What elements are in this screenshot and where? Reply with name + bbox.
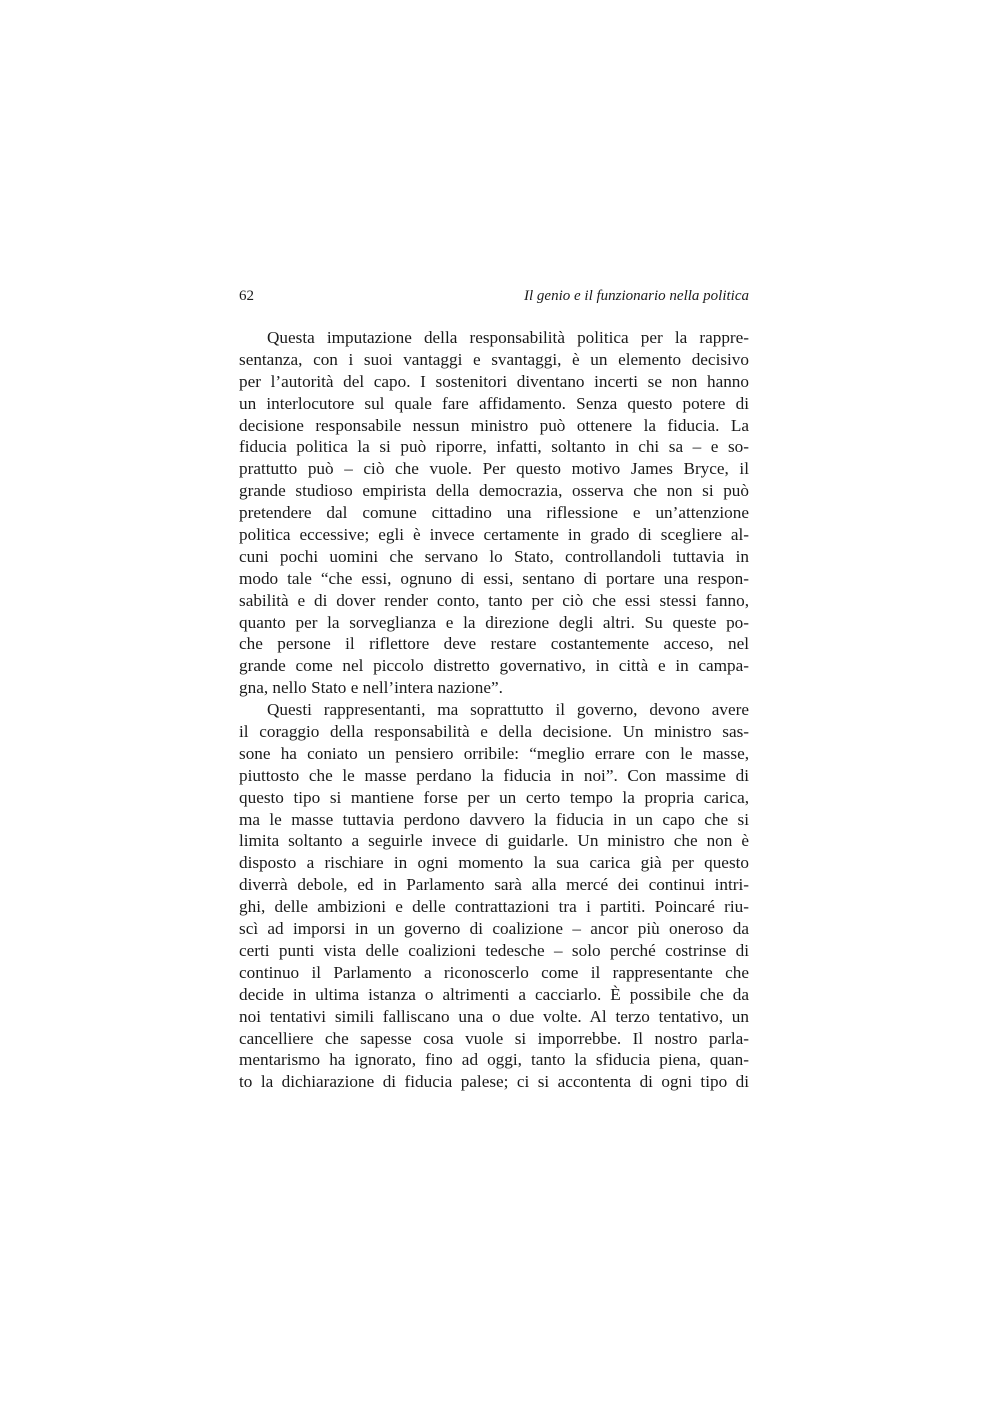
text-line: Questi rappresentanti, ma soprattutto il governo, devono avere (267, 700, 749, 720)
text-line: fiducia politica la si può riporre, infatti, soltanto in chi sa – e so- (239, 437, 749, 457)
text-line: che persone il riflettore deve restare costantemente acceso, nel (239, 634, 749, 654)
text-line: ghi, delle ambizioni e delle contrattazioni tra i partiti. Poincaré riu- (239, 897, 749, 917)
text-line: gna, nello Stato e nell’intera nazione”. (239, 678, 503, 698)
page-header (239, 288, 749, 310)
running-title: Il genio e il funzionario nella politica (524, 288, 749, 304)
text-line: grande studioso empirista della democrazia, osserva che non si può (239, 481, 749, 501)
text-line: piuttosto che le masse perdano la fiducia in noi”. Con massime di (239, 765, 749, 785)
text-line: Questa imputazione della responsabilità politica per la rappre- (267, 328, 749, 347)
text-line: il coraggio della responsabilità e della decisione. Un ministro sas- (239, 722, 749, 742)
text-line: certi punti vista delle coalizioni tedesche – solo perché costrinse di (239, 940, 749, 960)
paragraph-2 (239, 699, 749, 1093)
text-line: diverrà debole, ed in Parlamento sarà alla mercé dei continui intri- (239, 875, 749, 895)
text-line: per l’autorità del capo. I sostenitori diventano incerti se non hanno (239, 371, 749, 391)
text-line: quanto per la sorveglianza e la direzione degli altri. Su queste po- (239, 612, 749, 632)
text-line: to la dichiarazione di fiducia palese; ci si accontenta di ogni tipo di (239, 1072, 749, 1092)
text-line: sentanza, con i suoi vantaggi e svantaggi, è un elemento decisivo (239, 349, 749, 369)
text-line: politica eccessive; egli è invece certamente in grado di scegliere al- (239, 525, 749, 545)
text-line: continuo il Parlamento a riconoscerlo come il rappresentante che (239, 962, 749, 982)
body-text (239, 327, 749, 1093)
text-line: questo tipo si mantiene forse per un certo tempo la propria carica, (239, 787, 749, 807)
text-line: modo tale “che essi, ognuno di essi, sentano di portare una respon- (239, 568, 749, 588)
text-line: limita soltanto a seguirle invece di guidarle. Un ministro che non è (239, 831, 749, 851)
paragraph-1 (239, 327, 749, 699)
text-line: pretendere dal comune cittadino una riflessione e un’attenzione (239, 503, 749, 523)
text-line: cancelliere che sapesse cosa vuole si imporrebbe. Il nostro parla- (239, 1028, 749, 1048)
text-line: scì ad imporsi in un governo di coalizione – ancor più oneroso da (239, 919, 749, 939)
text-line: prattutto può – ciò che vuole. Per questo motivo James Bryce, il (239, 459, 749, 479)
text-line: mentarismo ha ignorato, fino ad oggi, tanto la sfiducia piena, quan- (239, 1050, 749, 1070)
text-line: decisione responsabile nessun ministro può ottenere la fiducia. La (239, 415, 749, 435)
text-line: cuni pochi uomini che servano lo Stato, controllandoli tuttavia in (239, 546, 749, 566)
text-line: ma le masse tuttavia perdono davvero la fiducia in un capo che si (239, 809, 749, 829)
text-line: decide in ultima istanza o altrimenti a cacciarlo. È possibile che da (239, 984, 749, 1004)
text-line: un interlocutore sul quale fare affidamento. Senza questo potere di (239, 393, 749, 413)
text-line: sone ha coniato un pensiero orribile: “meglio errare con le masse, (239, 743, 749, 763)
text-line: disposto a rischiare in ogni momento la sua carica già per questo (239, 853, 749, 873)
text-line: grande come nel piccolo distretto governativo, in città e in campa- (239, 656, 749, 676)
text-line: sabilità e di dover render conto, tanto per ciò che essi stessi fanno, (239, 590, 749, 610)
text-line: noi tentativi simili falliscano una o due volte. Al terzo tentativo, un (239, 1006, 749, 1026)
page-number: 62 (239, 288, 254, 304)
